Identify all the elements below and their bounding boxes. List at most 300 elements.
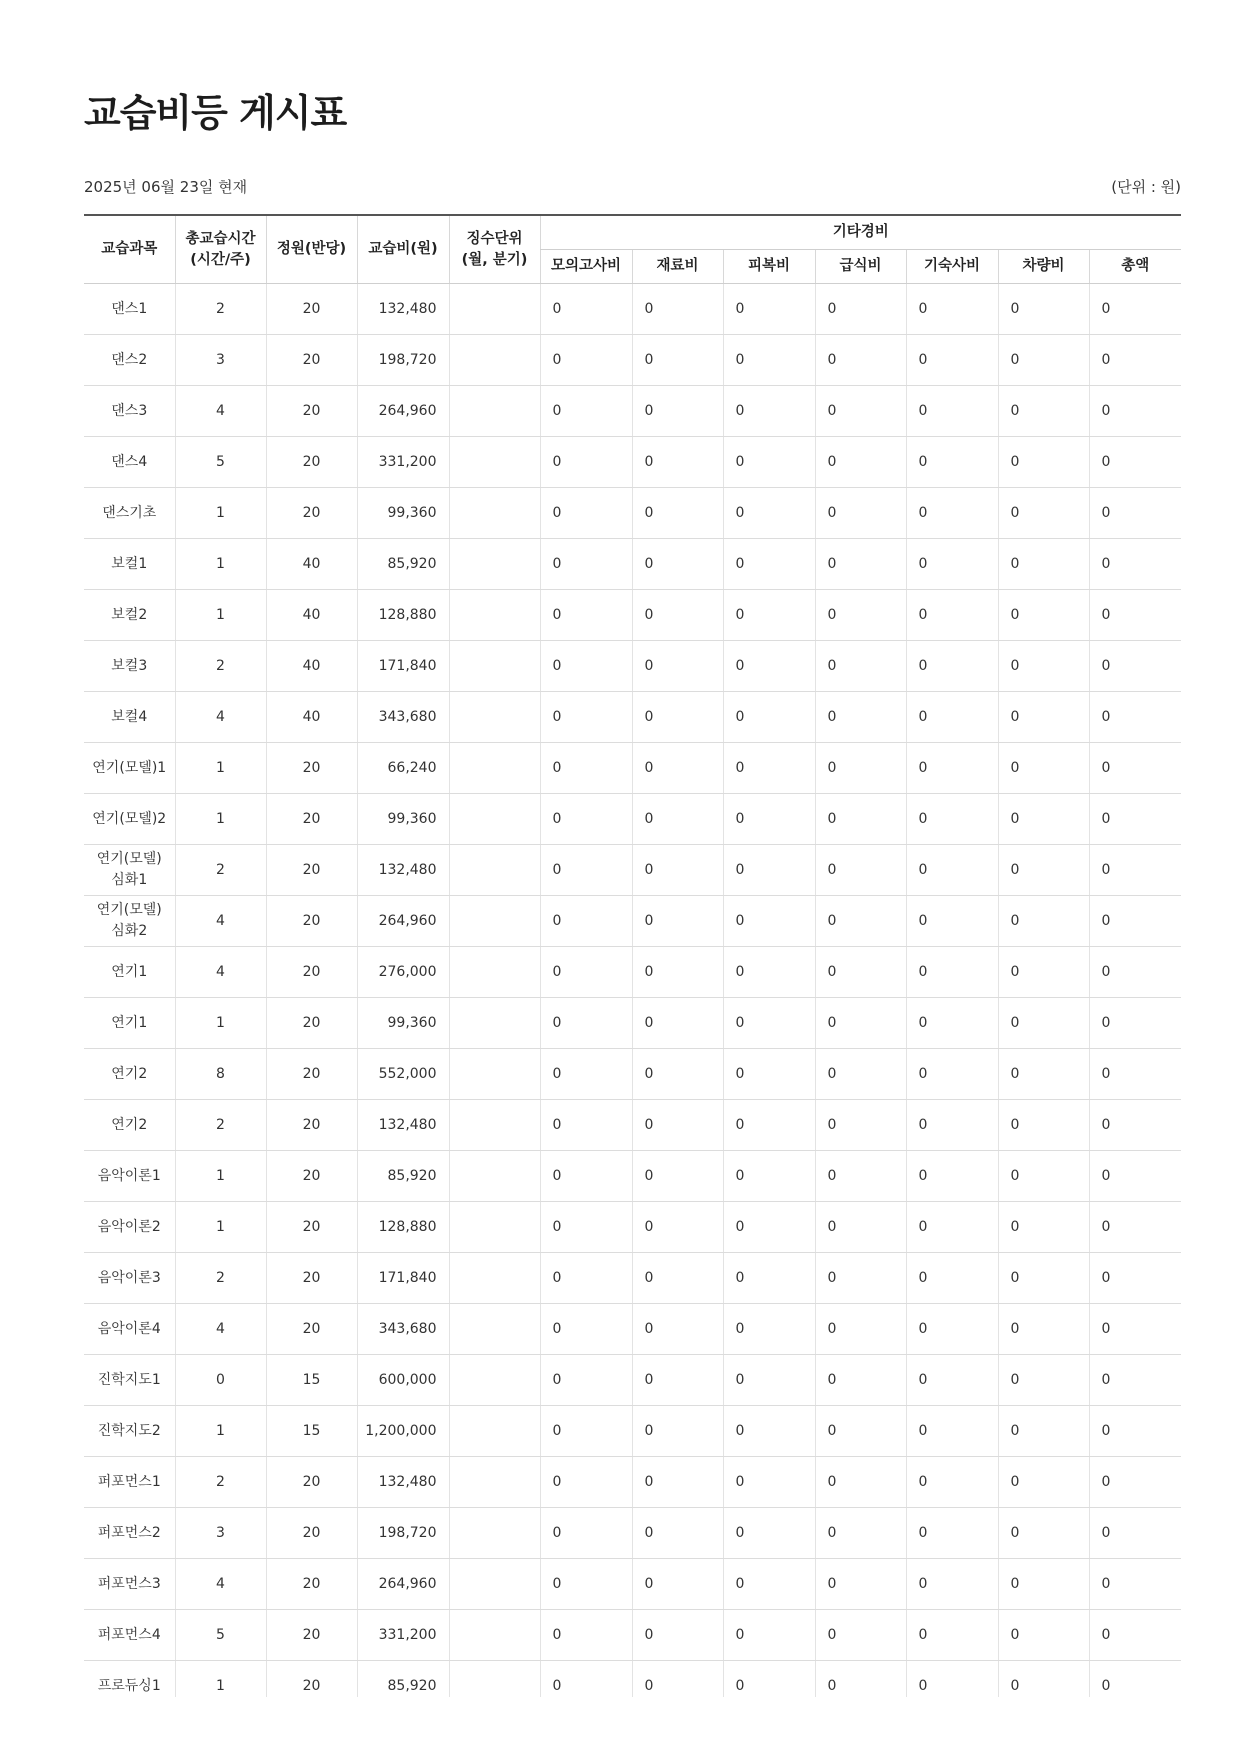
cell-other-cost: 0: [998, 1457, 1089, 1508]
cell-subject-text: 댄스3: [111, 402, 148, 419]
cell-other-cost: 0: [723, 896, 815, 947]
cell-other-cost: 0: [906, 488, 998, 539]
cell-fee: 552,000: [357, 1049, 449, 1100]
cell-fee: 276,000: [357, 947, 449, 998]
cell-other-cost: 0: [723, 1049, 815, 1100]
cell-other-cost: 0: [632, 284, 723, 335]
cell-other-cost: 0: [723, 1202, 815, 1253]
table-row: [84, 1202, 1181, 1253]
table-row: [84, 539, 1181, 590]
cell-subject: [84, 1100, 175, 1151]
cell-other-cost: 0: [906, 896, 998, 947]
cell-hours: 5: [175, 437, 266, 488]
cell-other-cost: 0: [998, 845, 1089, 896]
cell-other-cost: 0: [540, 692, 632, 743]
cell-other-cost: 0: [632, 998, 723, 1049]
cell-subject: [84, 1355, 175, 1406]
cell-other-cost: 0: [723, 1151, 815, 1202]
cell-fee: 132,480: [357, 845, 449, 896]
cell-other-cost: 0: [540, 539, 632, 590]
fee-table: [84, 214, 1181, 1697]
cell-other-cost: 0: [906, 590, 998, 641]
cell-other-cost: 0: [723, 1508, 815, 1559]
cell-other-cost: 0: [815, 1406, 906, 1457]
cell-other-cost: 0: [1089, 437, 1181, 488]
cell-other-cost: 0: [906, 1253, 998, 1304]
table-row: [84, 1049, 1181, 1100]
cell-other-cost: 0: [906, 1355, 998, 1406]
cell-capacity: 20: [266, 743, 357, 794]
cell-subject-text: 진학지도1: [97, 1371, 161, 1388]
cell-other-cost: 0: [998, 386, 1089, 437]
table-row: [84, 998, 1181, 1049]
cell-other-cost: 0: [540, 335, 632, 386]
cell-other-cost: 0: [815, 1661, 906, 1698]
cell-other-cost: 0: [723, 590, 815, 641]
cell-other-cost: 0: [815, 743, 906, 794]
cell-collection-unit: [449, 539, 540, 590]
cell-other-cost: 0: [540, 1304, 632, 1355]
cell-collection-unit: [449, 743, 540, 794]
cell-other-cost: 0: [632, 335, 723, 386]
cell-capacity: 20: [266, 998, 357, 1049]
cell-subject-text: 보컬3: [111, 657, 148, 674]
cell-other-cost: 0: [1089, 1610, 1181, 1661]
cell-other-cost: 0: [906, 641, 998, 692]
cell-other-cost: 0: [723, 539, 815, 590]
cell-other-cost: 0: [632, 641, 723, 692]
cell-other-cost: 0: [998, 1304, 1089, 1355]
cell-fee: 132,480: [357, 1457, 449, 1508]
cell-subject: [84, 998, 175, 1049]
cell-capacity: 40: [266, 590, 357, 641]
cell-other-cost: 0: [632, 1406, 723, 1457]
cell-subject-text: 댄스1: [111, 300, 148, 317]
cell-other-cost: 0: [815, 1049, 906, 1100]
cell-other-cost: 0: [906, 1151, 998, 1202]
cell-fee: 85,920: [357, 1151, 449, 1202]
cell-other-cost: 0: [998, 896, 1089, 947]
cell-capacity: 20: [266, 1610, 357, 1661]
cell-other-cost: 0: [540, 1049, 632, 1100]
header-other-col: 피복비: [723, 250, 815, 284]
cell-other-cost: 0: [815, 845, 906, 896]
cell-collection-unit: [449, 1151, 540, 1202]
cell-subject: [84, 437, 175, 488]
cell-other-cost: 0: [1089, 1253, 1181, 1304]
cell-subject: [84, 947, 175, 998]
cell-fee: 198,720: [357, 335, 449, 386]
cell-fee: 128,880: [357, 1202, 449, 1253]
header-fee: 교습비(원): [357, 215, 449, 284]
cell-fee: 132,480: [357, 284, 449, 335]
cell-collection-unit: [449, 1661, 540, 1698]
cell-other-cost: 0: [815, 590, 906, 641]
cell-other-cost: 0: [540, 1508, 632, 1559]
cell-other-cost: 0: [815, 437, 906, 488]
cell-collection-unit: [449, 488, 540, 539]
table-row: [84, 284, 1181, 335]
cell-fee: 1,200,000: [357, 1406, 449, 1457]
table-row: [84, 437, 1181, 488]
cell-subject-text: 연기1: [111, 963, 148, 980]
cell-other-cost: 0: [906, 1406, 998, 1457]
cell-other-cost: 0: [906, 335, 998, 386]
cell-hours: 2: [175, 1457, 266, 1508]
cell-subject-text: 퍼포먼스3: [97, 1575, 161, 1592]
cell-other-cost: 0: [540, 998, 632, 1049]
cell-capacity: 40: [266, 692, 357, 743]
table-row: [84, 1253, 1181, 1304]
header-other-col: 모의고사비: [540, 250, 632, 284]
cell-other-cost: 0: [1089, 1406, 1181, 1457]
cell-other-cost: 0: [723, 284, 815, 335]
cell-other-cost: 0: [998, 947, 1089, 998]
cell-capacity: 20: [266, 845, 357, 896]
header-collection-unit: [449, 215, 540, 284]
header-hours-text: 총교습시간 (시간/주): [185, 230, 256, 268]
cell-hours: 2: [175, 641, 266, 692]
cell-subject: [84, 896, 175, 947]
cell-other-cost: 0: [723, 335, 815, 386]
cell-other-cost: 0: [815, 692, 906, 743]
cell-other-cost: 0: [540, 947, 632, 998]
cell-hours: 1: [175, 998, 266, 1049]
cell-subject-text: 진학지도2: [97, 1422, 161, 1439]
page-title: 교습비등 게시표: [84, 91, 347, 135]
cell-other-cost: 0: [723, 1355, 815, 1406]
cell-other-cost: 0: [998, 1661, 1089, 1698]
cell-other-cost: 0: [723, 1406, 815, 1457]
cell-capacity: 40: [266, 641, 357, 692]
cell-hours: 1: [175, 1151, 266, 1202]
cell-other-cost: 0: [1089, 1661, 1181, 1698]
cell-other-cost: 0: [906, 1508, 998, 1559]
cell-other-cost: 0: [632, 845, 723, 896]
cell-other-cost: 0: [1089, 998, 1181, 1049]
fee-table-container: [84, 214, 1181, 1697]
cell-other-cost: 0: [906, 1610, 998, 1661]
cell-capacity: 20: [266, 1202, 357, 1253]
cell-other-cost: 0: [906, 845, 998, 896]
cell-other-cost: 0: [540, 1457, 632, 1508]
cell-subject-text: 보컬1: [111, 555, 148, 572]
cell-hours: 4: [175, 692, 266, 743]
cell-other-cost: 0: [723, 1610, 815, 1661]
table-row: [84, 1508, 1181, 1559]
cell-other-cost: 0: [1089, 1508, 1181, 1559]
header-collection-unit-text: 징수단위 (월, 분기): [461, 230, 528, 268]
cell-subject-text: 연기(모델)심화1: [96, 851, 162, 888]
cell-other-cost: 0: [998, 794, 1089, 845]
cell-collection-unit: [449, 1559, 540, 1610]
cell-other-cost: 0: [1089, 845, 1181, 896]
meta-row: [84, 176, 1181, 197]
cell-collection-unit: [449, 845, 540, 896]
cell-other-cost: 0: [815, 1151, 906, 1202]
cell-fee: 132,480: [357, 1100, 449, 1151]
cell-other-cost: 0: [1089, 539, 1181, 590]
cell-capacity: 15: [266, 1355, 357, 1406]
cell-subject: [84, 1457, 175, 1508]
header-other-col: 급식비: [815, 250, 906, 284]
cell-other-cost: 0: [1089, 794, 1181, 845]
cell-capacity: 20: [266, 1457, 357, 1508]
cell-subject: [84, 488, 175, 539]
cell-fee: 331,200: [357, 437, 449, 488]
cell-other-cost: 0: [998, 590, 1089, 641]
cell-subject-text: 퍼포먼스4: [97, 1626, 161, 1643]
header-other-col: 총액: [1089, 250, 1181, 284]
cell-subject-text: 퍼포먼스2: [97, 1524, 161, 1541]
cell-other-cost: 0: [815, 1202, 906, 1253]
cell-collection-unit: [449, 641, 540, 692]
cell-other-cost: 0: [815, 1559, 906, 1610]
cell-other-cost: 0: [540, 386, 632, 437]
table-row: [84, 335, 1181, 386]
cell-capacity: 15: [266, 1406, 357, 1457]
cell-other-cost: 0: [540, 743, 632, 794]
cell-collection-unit: [449, 1355, 540, 1406]
cell-subject: [84, 1049, 175, 1100]
cell-collection-unit: [449, 386, 540, 437]
cell-subject: [84, 845, 175, 896]
cell-capacity: 20: [266, 1661, 357, 1698]
cell-other-cost: 0: [998, 641, 1089, 692]
cell-other-cost: 0: [998, 1508, 1089, 1559]
cell-collection-unit: [449, 692, 540, 743]
cell-subject: [84, 1151, 175, 1202]
cell-other-cost: 0: [1089, 1049, 1181, 1100]
cell-other-cost: 0: [1089, 1304, 1181, 1355]
cell-subject: [84, 335, 175, 386]
cell-other-cost: 0: [998, 692, 1089, 743]
cell-other-cost: 0: [815, 1304, 906, 1355]
cell-other-cost: 0: [906, 539, 998, 590]
cell-subject: [84, 692, 175, 743]
cell-capacity: 20: [266, 947, 357, 998]
cell-other-cost: 0: [1089, 590, 1181, 641]
table-row: [84, 1610, 1181, 1661]
cell-other-cost: 0: [632, 1508, 723, 1559]
cell-other-cost: 0: [998, 1202, 1089, 1253]
header-capacity: 정원(반당): [266, 215, 357, 284]
cell-other-cost: 0: [1089, 641, 1181, 692]
cell-hours: 4: [175, 1304, 266, 1355]
cell-other-cost: 0: [1089, 1559, 1181, 1610]
cell-other-cost: 0: [998, 539, 1089, 590]
cell-collection-unit: [449, 1406, 540, 1457]
cell-subject-text: 연기(모델)심화2: [96, 902, 162, 939]
cell-fee: 171,840: [357, 1253, 449, 1304]
cell-other-cost: 0: [815, 1100, 906, 1151]
cell-capacity: 20: [266, 1304, 357, 1355]
cell-collection-unit: [449, 1100, 540, 1151]
cell-subject: [84, 539, 175, 590]
cell-capacity: 20: [266, 1508, 357, 1559]
cell-other-cost: 0: [540, 1202, 632, 1253]
cell-other-cost: 0: [540, 1253, 632, 1304]
cell-hours: 1: [175, 1406, 266, 1457]
cell-other-cost: 0: [723, 437, 815, 488]
table-row: [84, 488, 1181, 539]
unit-text: (단위 : 원): [1111, 178, 1181, 196]
cell-other-cost: 0: [540, 1355, 632, 1406]
cell-other-cost: 0: [998, 1253, 1089, 1304]
cell-other-cost: 0: [1089, 335, 1181, 386]
table-row: [84, 947, 1181, 998]
cell-other-cost: 0: [723, 1661, 815, 1698]
cell-other-cost: 0: [723, 947, 815, 998]
cell-capacity: 20: [266, 488, 357, 539]
cell-subject: [84, 1508, 175, 1559]
cell-collection-unit: [449, 1457, 540, 1508]
cell-other-cost: 0: [815, 1457, 906, 1508]
cell-subject: [84, 284, 175, 335]
cell-collection-unit: [449, 1304, 540, 1355]
cell-other-cost: 0: [632, 1355, 723, 1406]
table-row: [84, 1406, 1181, 1457]
cell-other-cost: 0: [906, 1457, 998, 1508]
cell-subject-text: 음악이론3: [97, 1269, 161, 1286]
cell-other-cost: 0: [723, 1100, 815, 1151]
cell-other-cost: 0: [723, 692, 815, 743]
cell-other-cost: 0: [632, 1100, 723, 1151]
cell-capacity: 20: [266, 794, 357, 845]
cell-other-cost: 0: [815, 335, 906, 386]
cell-other-cost: 0: [815, 998, 906, 1049]
cell-other-cost: 0: [1089, 1202, 1181, 1253]
cell-subject-text: 댄스기초: [102, 504, 157, 521]
cell-other-cost: 0: [540, 896, 632, 947]
cell-other-cost: 0: [723, 794, 815, 845]
cell-other-cost: 0: [998, 1049, 1089, 1100]
table-row: [84, 692, 1181, 743]
cell-fee: 99,360: [357, 998, 449, 1049]
cell-subject: [84, 590, 175, 641]
cell-other-cost: 0: [540, 488, 632, 539]
cell-capacity: 20: [266, 896, 357, 947]
cell-capacity: 20: [266, 437, 357, 488]
cell-other-cost: 0: [906, 1100, 998, 1151]
cell-collection-unit: [449, 1253, 540, 1304]
cell-other-cost: 0: [906, 284, 998, 335]
table-row: [84, 896, 1181, 947]
cell-other-cost: 0: [906, 1049, 998, 1100]
cell-other-cost: 0: [815, 386, 906, 437]
cell-other-cost: 0: [815, 947, 906, 998]
cell-other-cost: 0: [998, 1151, 1089, 1202]
cell-other-cost: 0: [723, 845, 815, 896]
cell-other-cost: 0: [632, 1253, 723, 1304]
cell-other-cost: 0: [906, 1559, 998, 1610]
cell-hours: 2: [175, 845, 266, 896]
cell-subject: [84, 641, 175, 692]
cell-other-cost: 0: [632, 1202, 723, 1253]
cell-other-cost: 0: [632, 1304, 723, 1355]
cell-subject: [84, 1304, 175, 1355]
cell-fee: 128,880: [357, 590, 449, 641]
cell-capacity: 20: [266, 1151, 357, 1202]
cell-other-cost: 0: [540, 845, 632, 896]
cell-collection-unit: [449, 998, 540, 1049]
table-row: [84, 794, 1181, 845]
header-other-col: 기숙사비: [906, 250, 998, 284]
cell-subject: [84, 743, 175, 794]
header-hours: [175, 215, 266, 284]
cell-hours: 1: [175, 743, 266, 794]
cell-other-cost: 0: [632, 1610, 723, 1661]
cell-other-cost: 0: [723, 998, 815, 1049]
cell-other-cost: 0: [815, 1508, 906, 1559]
cell-collection-unit: [449, 896, 540, 947]
cell-other-cost: 0: [998, 1406, 1089, 1457]
cell-other-cost: 0: [632, 386, 723, 437]
cell-collection-unit: [449, 437, 540, 488]
cell-hours: 2: [175, 1253, 266, 1304]
cell-other-cost: 0: [1089, 488, 1181, 539]
cell-other-cost: 0: [906, 794, 998, 845]
cell-other-cost: 0: [906, 947, 998, 998]
cell-other-cost: 0: [632, 794, 723, 845]
cell-other-cost: 0: [540, 641, 632, 692]
table-row: [84, 743, 1181, 794]
table-row: [84, 1355, 1181, 1406]
cell-collection-unit: [449, 1508, 540, 1559]
cell-other-cost: 0: [998, 488, 1089, 539]
cell-other-cost: 0: [632, 947, 723, 998]
cell-other-cost: 0: [540, 437, 632, 488]
cell-other-cost: 0: [540, 284, 632, 335]
cell-other-cost: 0: [998, 1100, 1089, 1151]
cell-other-cost: 0: [632, 1049, 723, 1100]
table-row: [84, 845, 1181, 896]
cell-fee: 264,960: [357, 896, 449, 947]
cell-hours: 0: [175, 1355, 266, 1406]
cell-other-cost: 0: [998, 1559, 1089, 1610]
fee-table-body: [84, 284, 1181, 1698]
cell-fee: 99,360: [357, 794, 449, 845]
cell-other-cost: 0: [998, 743, 1089, 794]
header-other-costs: 기타경비: [540, 215, 1181, 250]
cell-other-cost: 0: [815, 794, 906, 845]
cell-collection-unit: [449, 794, 540, 845]
cell-subject: [84, 386, 175, 437]
cell-hours: 3: [175, 1508, 266, 1559]
cell-other-cost: 0: [998, 284, 1089, 335]
cell-capacity: 20: [266, 1253, 357, 1304]
cell-subject-text: 연기(모델)1: [92, 759, 167, 776]
cell-subject-text: 연기(모델)2: [92, 810, 167, 827]
cell-other-cost: 0: [815, 1253, 906, 1304]
cell-hours: 8: [175, 1049, 266, 1100]
cell-other-cost: 0: [1089, 947, 1181, 998]
cell-other-cost: 0: [1089, 386, 1181, 437]
cell-subject-text: 연기2: [111, 1116, 148, 1133]
cell-other-cost: 0: [815, 1610, 906, 1661]
cell-other-cost: 0: [632, 692, 723, 743]
cell-other-cost: 0: [632, 590, 723, 641]
cell-capacity: 20: [266, 386, 357, 437]
cell-fee: 85,920: [357, 539, 449, 590]
cell-subject-text: 음악이론4: [97, 1320, 161, 1337]
cell-capacity: 20: [266, 335, 357, 386]
cell-other-cost: 0: [540, 1100, 632, 1151]
cell-other-cost: 0: [815, 641, 906, 692]
cell-subject-text: 댄스4: [111, 453, 148, 470]
cell-other-cost: 0: [815, 1355, 906, 1406]
cell-other-cost: 0: [906, 998, 998, 1049]
